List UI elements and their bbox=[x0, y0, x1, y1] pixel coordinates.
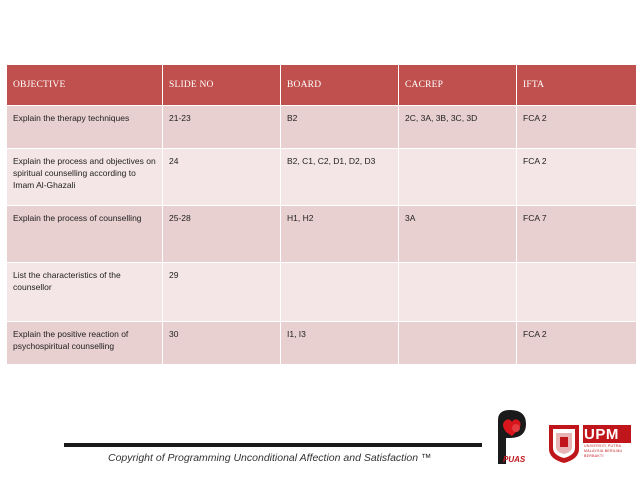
cell-slide-no: 29 bbox=[163, 263, 281, 322]
cell-objective: Explain the process and objectives on spiritual counselling according to Imam Al-Ghazali bbox=[7, 149, 163, 206]
table-header-row bbox=[7, 65, 637, 106]
cell-objective: Explain the positive reaction of psychospiritual counselling bbox=[7, 322, 163, 365]
header-objective: OBJECTIVE bbox=[7, 65, 163, 106]
cell-slide-no: 30 bbox=[163, 322, 281, 365]
cell-ifta: FCA 2 bbox=[517, 149, 637, 206]
cell-board bbox=[281, 263, 399, 322]
cell-objective: Explain the process of counselling bbox=[7, 206, 163, 263]
cell-board: B2 bbox=[281, 106, 399, 149]
cell-ifta: FCA 2 bbox=[517, 106, 637, 149]
cell-cacrep: 2C, 3A, 3B, 3C, 3D bbox=[399, 106, 517, 149]
cell-slide-no: 21-23 bbox=[163, 106, 281, 149]
cell-cacrep bbox=[399, 263, 517, 322]
cell-ifta: FCA 7 bbox=[517, 206, 637, 263]
cell-board: B2, C1, C2, D1, D2, D3 bbox=[281, 149, 399, 206]
cell-ifta bbox=[517, 263, 637, 322]
header-cacrep: CACREP bbox=[399, 65, 517, 106]
cell-slide-no: 24 bbox=[163, 149, 281, 206]
cell-board: H1, H2 bbox=[281, 206, 399, 263]
cell-ifta: FCA 2 bbox=[517, 322, 637, 365]
table-row bbox=[7, 106, 637, 149]
header-ifta: IFTA bbox=[517, 65, 637, 106]
table-row bbox=[7, 322, 637, 365]
upm-logo-label: UPM bbox=[584, 426, 619, 443]
cell-objective: List the characteristics of the counsellor bbox=[7, 263, 163, 322]
cell-cacrep bbox=[399, 149, 517, 206]
cell-board: I1, I3 bbox=[281, 322, 399, 365]
table-row bbox=[7, 206, 637, 263]
cell-cacrep: 3A bbox=[399, 206, 517, 263]
upm-logo-subtitle: UNIVERSITI PUTRA MALAYSIA BERILMU BERBAKTI bbox=[584, 444, 623, 458]
table-row bbox=[7, 263, 637, 322]
header-board: BOARD bbox=[281, 65, 399, 106]
cell-objective: Explain the therapy techniques bbox=[7, 106, 163, 149]
cell-cacrep bbox=[399, 322, 517, 365]
footer-divider bbox=[64, 443, 482, 447]
copyright-text: Copyright of Programming Unconditional Affection and Satisfaction ™ bbox=[108, 452, 432, 464]
header-slide-no: SLIDE NO bbox=[163, 65, 281, 106]
table-row bbox=[7, 149, 637, 206]
puas-logo-label: PUAS bbox=[503, 455, 526, 464]
cell-slide-no: 25-28 bbox=[163, 206, 281, 263]
objectives-table bbox=[6, 64, 637, 365]
